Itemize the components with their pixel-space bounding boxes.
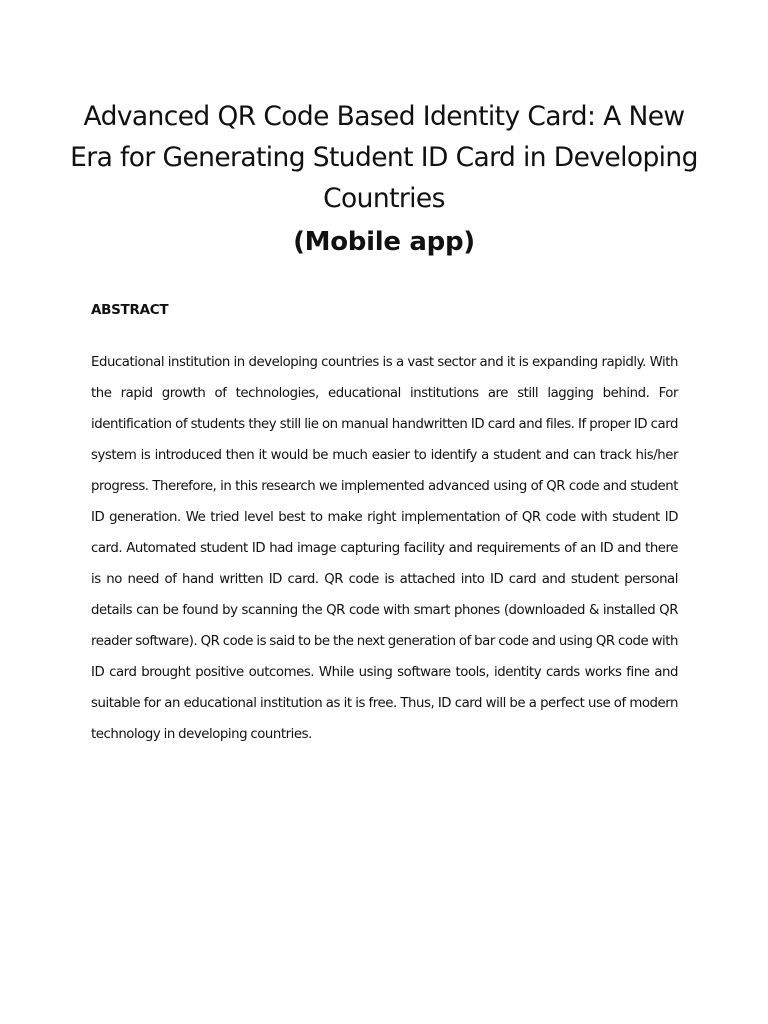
paper-subtitle: (Mobile app) <box>293 227 475 257</box>
paper-title: Advanced QR Code Based Identity Card: A New Era for Generating Student ID Card in Developing Countries <box>70 101 698 214</box>
abstract-paragraph: Educational institution in developing countries is a vast sector and it is expanding rapidly. With the rapid growth of technologies, educational institutions are still lagging behind. For identification of students they still lie on manual handwritten ID card and files. If proper ID card system is introduced then it would be much easier to identify a student and can track his/her progress. Therefore, in this research we implemented advanced using of QR code and student ID generation. We tried level best to make right implementation of QR code with student ID card. Automated student ID had image capturing facility and requirements of an ID and there is no need of hand written ID card. QR code is attached into ID card and student personal details can be found by scanning the QR code with smart phones (downloaded & installed QR reader software). QR code is said to be the next generation of bar code and using QR code with ID card brought positive outcomes. While using software tools, identity cards works fine and suitable for an educational institution as it is free. Thus, ID card will be a perfect use of modern technology in developing countries. <box>91 355 678 742</box>
abstract-heading: ABSTRACT <box>91 302 169 318</box>
